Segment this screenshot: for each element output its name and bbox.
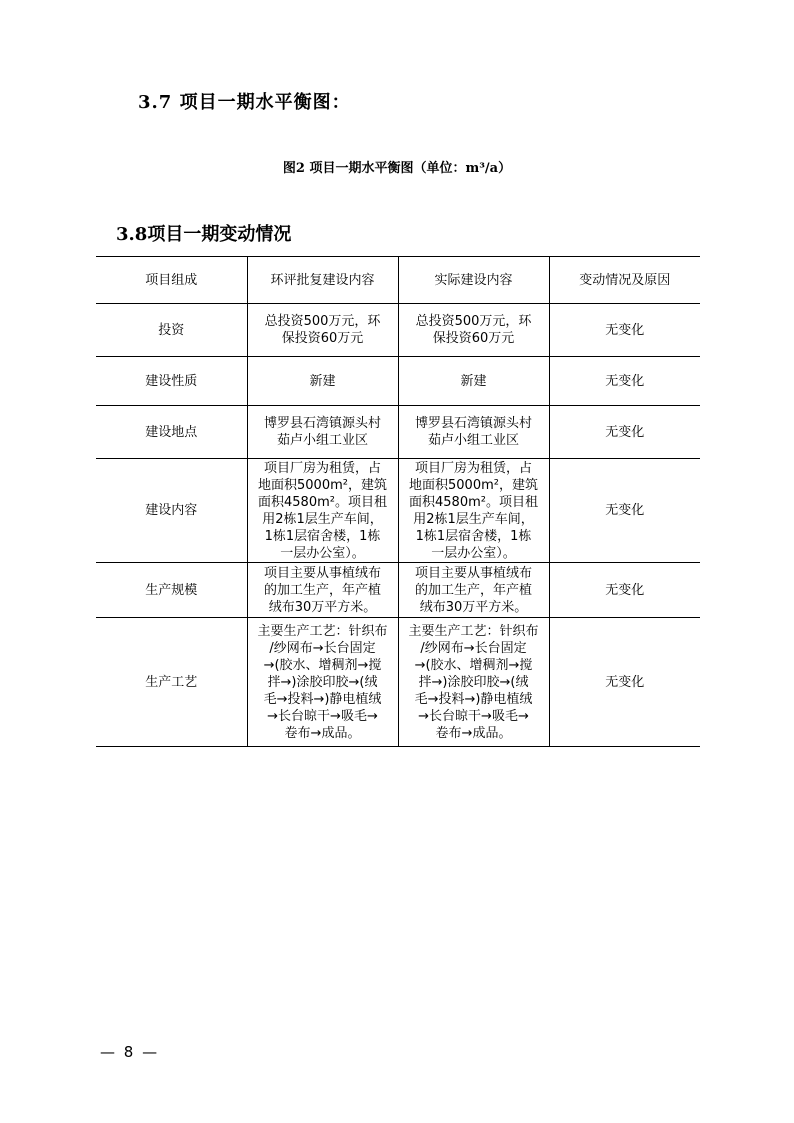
table-row bbox=[96, 563, 700, 618]
cell-change: 无变化 bbox=[549, 357, 700, 406]
cell-change: 无变化 bbox=[549, 406, 700, 459]
cell-change: 无变化 bbox=[549, 459, 700, 563]
cell-actual: 项目厂房为租赁，占 地面积5000m²，建筑 面积4580m²。项目租 用2栋1层生产车间， 1栋1层宿舍楼，1栋 一层办公室）。 bbox=[398, 459, 549, 563]
cell-item: 生产工艺 bbox=[96, 618, 247, 747]
cell-change: 无变化 bbox=[549, 618, 700, 747]
cell-actual: 项目主要从事植绒布 的加工生产，年产植 绒布30万平方米。 bbox=[398, 563, 549, 618]
cell-actual: 博罗县石湾镇源头村 茹卢小组工业区 bbox=[398, 406, 549, 459]
cell-approved: 博罗县石湾镇源头村 茹卢小组工业区 bbox=[247, 406, 398, 459]
table-row bbox=[96, 304, 700, 357]
page-number: — 8 — bbox=[100, 1043, 160, 1061]
cell-approved: 新建 bbox=[247, 357, 398, 406]
cell-approved: 项目主要从事植绒布 的加工生产，年产植 绒布30万平方米。 bbox=[247, 563, 398, 618]
cell-actual: 主要生产工艺：针织布 /纱网布→长台固定 →(胶水、增稠剂→搅 拌→)涂胶印胶→(绒 毛→投料→)静电植绒 →长台晾干→吸毛→ 卷布→成品。 bbox=[398, 618, 549, 747]
cell-approved: 项目厂房为租赁，占 地面积5000m²，建筑 面积4580m²。项目租 用2栋1层生产车间， 1栋1层宿舍楼，1栋 一层办公室）。 bbox=[247, 459, 398, 563]
header-item: 项目组成 bbox=[96, 257, 247, 304]
cell-item: 建设地点 bbox=[96, 406, 247, 459]
table-row bbox=[96, 406, 700, 459]
cell-item: 建设内容 bbox=[96, 459, 247, 563]
cell-approved: 总投资500万元，环 保投资60万元 bbox=[247, 304, 398, 357]
table-row bbox=[96, 459, 700, 563]
cell-actual: 新建 bbox=[398, 357, 549, 406]
table-row bbox=[96, 618, 700, 747]
cell-item: 建设性质 bbox=[96, 357, 247, 406]
cell-approved: 主要生产工艺：针织布 /纱网布→长台固定 →(胶水、增稠剂→搅 拌→)涂胶印胶→(绒 毛→投料→)静电植绒 →长台晾干→吸毛→ 卷布→成品。 bbox=[247, 618, 398, 747]
table-header-row bbox=[96, 257, 700, 304]
cell-change: 无变化 bbox=[549, 563, 700, 618]
section-3-7-heading: 3.7 项目一期水平衡图： bbox=[138, 92, 351, 113]
cell-change: 无变化 bbox=[549, 304, 700, 357]
cell-item: 投资 bbox=[96, 304, 247, 357]
change-table bbox=[96, 256, 700, 747]
header-actual: 实际建设内容 bbox=[398, 257, 549, 304]
section-3-8-heading: 3.8项目一期变动情况 bbox=[116, 224, 292, 245]
table-row bbox=[96, 357, 700, 406]
header-change: 变动情况及原因 bbox=[549, 257, 700, 304]
cell-item: 生产规模 bbox=[96, 563, 247, 618]
cell-actual: 总投资500万元，环 保投资60万元 bbox=[398, 304, 549, 357]
header-approved: 环评批复建设内容 bbox=[247, 257, 398, 304]
figure-caption: 图2 项目一期水平衡图（单位：m³/a） bbox=[282, 161, 512, 176]
